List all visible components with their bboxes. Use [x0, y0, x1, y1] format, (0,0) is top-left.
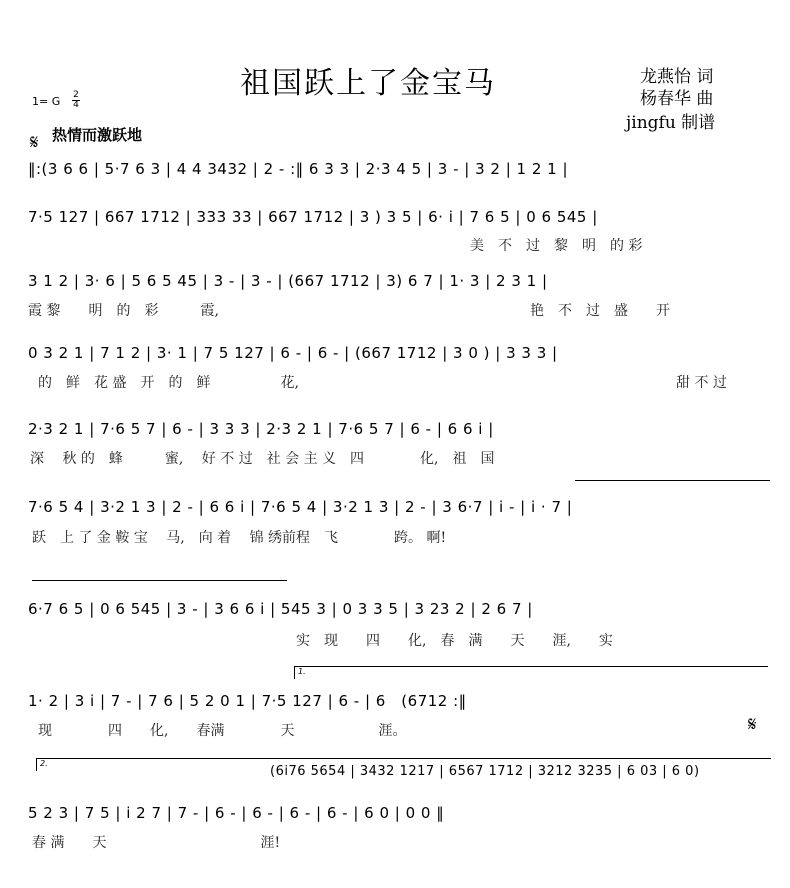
lyrics-line-9: 春 满 天 涯!: [32, 835, 281, 851]
notation-line-8: 1· 2 | 3 i | 7 - | 7 6 | 5 2 0 1 | 7·5 127 | 6 - | 6 (6712 :‖: [28, 692, 467, 710]
lyrics-line-2: 美 不 过 黎 明 的 彩: [470, 238, 643, 254]
song-title: 祖国跃上了金宝马: [240, 66, 496, 101]
composer-credit: 杨春华 曲: [640, 89, 714, 109]
lyricist-credit: 龙燕怡 词: [640, 67, 714, 87]
arranger-credit: jingfu 制谱: [626, 113, 716, 133]
phrase-line-left: [32, 580, 287, 581]
notation-line-5: 2·3 2 1 | 7·6 5 7 | 6 - | 3 3 3 | 2·3 2 1 | 7·6 5 7 | 6 - | 6 6 i |: [28, 420, 494, 438]
notation-line-9: 5 2 3 | 7 5 | i 2 7 | 7 - | 6 - | 6 - | 6 - | 6 - | 6 0 | 0 0 ‖: [28, 804, 445, 822]
volta-1-bracket: [294, 666, 768, 679]
lyrics-line-4-right: 甜 不 过: [676, 375, 727, 391]
notation-line-3: 3 1 2 | 3· 6 | 5 6 5 45 | 3 - | 3 - | (667 1712 | 3) 6 7 | 1· 3 | 2 3 1 |: [28, 272, 548, 290]
notation-line-4: 0 3 2 1 | 7 1 2 | 3· 1 | 7 5 127 | 6 - | 6 - | (667 1712 | 3 0 ) | 3 3 3 |: [28, 344, 558, 362]
key-signature: 1= G: [32, 95, 61, 108]
notation-line-7: 6·7 6 5 | 0 6 545 | 3 - | 3 6 6 i | 545 3 | 0 3 3 5 | 3 23 2 | 2 6 7 |: [28, 600, 533, 618]
notation-line-2: 7·5 127 | 667 1712 | 333 33 | 667 1712 | 3 ) 3 5 | 6· i | 7 6 5 | 0 6 545 |: [28, 208, 598, 226]
notation-line-1: ‖:(3 6 6 | 5·7 6 3 | 4 4 3432 | 2 - :‖ 6 3 3 | 2·3 4 5 | 3 - | 3 2 | 1 2 1 |: [28, 160, 569, 178]
time-signature-bottom: 4: [73, 100, 79, 110]
time-signature-top: 2: [73, 90, 79, 100]
notation-line-6: 7·6 5 4 | 3·2 1 3 | 2 - | 6 6 i | 7·6 5 4 | 3·2 1 3 | 2 - | 3 6·7 | i - | i · 7 |: [28, 498, 573, 516]
lyrics-line-7: 实 现 四 化, 春 满 天 涯, 实: [296, 633, 613, 649]
lyrics-line-8: 现 四 化, 春满 天 涯。: [38, 723, 407, 739]
volta-2-label: 2.: [40, 759, 48, 768]
time-signature: [72, 91, 80, 110]
segno-end-icon: 𝄋: [748, 712, 757, 736]
lyrics-line-3-right: 艳 不 过 盛 开: [530, 303, 670, 319]
segno-icon: 𝄋: [30, 130, 39, 154]
tempo-marking: 热情而激跃地: [52, 126, 143, 144]
interlude-line: (6i76 5654 | 3432 1217 | 6567 1712 | 3212 3235 | 6 03 | 6 0): [270, 764, 700, 779]
lyrics-line-4-left: 的 鲜 花 盛 开 的 鲜 花,: [38, 375, 299, 391]
lyrics-line-3-left: 霞 黎 明 的 彩 霞,: [28, 303, 219, 319]
phrase-line-top: [575, 480, 770, 481]
volta-1-label: 1.: [298, 667, 306, 676]
lyrics-line-5: 深 秋 的 蜂 蜜, 好 不 过 社 会 主 义 四 化, 祖 国: [30, 451, 495, 467]
lyrics-line-6: 跃 上 了 金 鞍 宝 马, 向 着 锦 绣前程 飞 跨。 啊!: [32, 530, 447, 546]
